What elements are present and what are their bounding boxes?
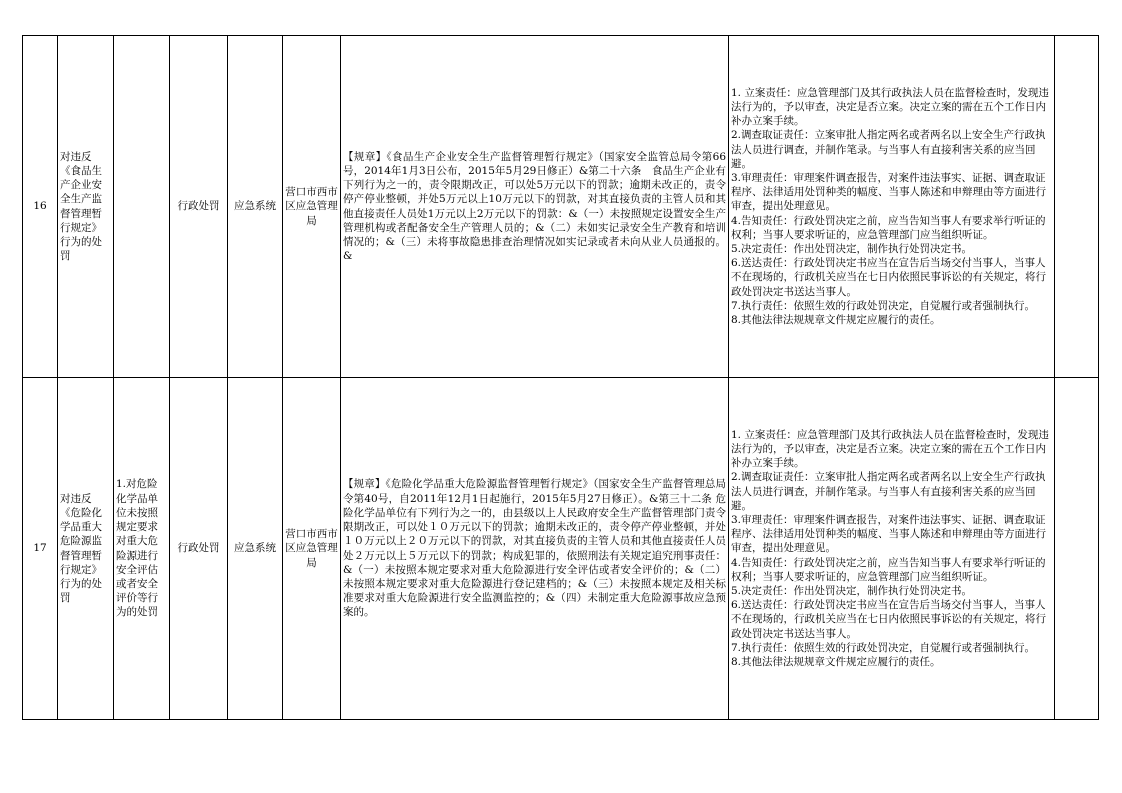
responsibility-item: 7.执行责任：依照生效的行政处罚决定，自觉履行或者强制执行。 <box>731 299 1036 312</box>
sub-item: 1.对危险化学品单位未按照规定要求对重大危险源进行安全评估或者安全评价等行为的处罚 <box>114 378 170 720</box>
implementing-department: 营口市西市区应急管理局 <box>283 378 341 720</box>
responsibility-item: 8.其他法律法规规章文件规定应履行的责任。 <box>731 656 941 669</box>
responsibility-item: 4.告知责任：行政处罚决定之前，应当告知当事人有要求举行听证的权利；当事人要求听证的，应急管理部门应当组织听证。 <box>731 556 1046 583</box>
responsibility-list <box>729 378 1055 720</box>
remark <box>1055 378 1099 720</box>
power-list-table <box>22 35 1099 720</box>
sub-item <box>114 36 170 378</box>
responsibility-item: 2.调查取证责任：立案审批人指定两名或者两名以上安全生产行政执法人员进行调查，并制作笔录。与当事人有直接利害关系的应当回避。 <box>731 129 1046 170</box>
responsibility-item: 6.送达责任：行政处罚决定书应当在宣告后当场交付当事人，当事人不在现场的，行政机关应当在七日内依照民事诉讼的有关规定，将行政处罚决定书送达当事人。 <box>731 599 1046 640</box>
legal-basis: 【规章】《食品生产企业安全生产监督管理暂行规定》（国家安全监管总局令第66号，2014年1月3日公布，2015年5月29日修正）&第二十六条 食品生产企业有下列行为之一的，责令限期改正，可以处5万元以下的罚款；逾期未改正的，责令停产停业整顿，并处5万元以上10万元以下的罚款，对其直接负责的主管人员和其他直接责任人员处1万元以上2万元以下的罚款：&（一）未按照规定设置安全生产管理机构或者配备安全生产管理人员的；&（二）未如实记录安全生产教育和培训情况的；&（三）未将事故隐患排查治理情况如实记录或者未向从业人员通报的。& <box>341 36 729 378</box>
responsibility-item: 3.审理责任：审理案件调查报告，对案件违法事实、证据、调查取证程序、法律适用处罚种类的幅度、当事人陈述和申辩理由等方面进行审查，提出处理意见。 <box>731 513 1046 555</box>
responsibility-item: 1. 立案责任：应急管理部门及其行政执法人员在监督检查时，发现违法行为的，予以审查，决定是否立案。决定立案的需在五个工作日内补办立案手续。 <box>731 428 1049 470</box>
responsibility-item: 7.执行责任：依照生效的行政处罚决定，自觉履行或者强制执行。 <box>731 641 1036 654</box>
item-number: 16 <box>23 36 58 378</box>
implementing-department: 营口市西市区应急管理局 <box>283 36 341 378</box>
item-system: 应急系统 <box>228 378 283 720</box>
responsibility-item: 5.决定责任：作出处罚决定，制作执行处罚决定书。 <box>731 243 973 255</box>
legal-basis: 【规章】《危险化学品重大危险源监督管理暂行规定》（国家安全生产监督管理总局令第40号，自2011年12月1日起施行，2015年5月27日修正）。&第三十二条 危险化学品单位有下列行为之一的，由县级以上人民政府安全生产监督管理部门责令限期改正，可以处１０万元以下的罚款；逾期未改正的，责令停产停业整顿，并处１０万元以上２０万元以下的罚款，对其直接负责的主管人员和其他直接责任人员处２万元以上５万元以下的罚款；构成犯罪的，依照刑法有关规定追究刑事责任：&（一）未按照本规定要求对重大危险源进行安全评估或者安全评价的；&（二）未按照本规定要求对重大危险源进行登记建档的；&（三）未按照本规定及相关标准要求对重大危险源进行安全监测监控的；&（四）未制定重大危险源事故应急预案的。 <box>341 378 729 720</box>
responsibility-item: 8.其他法律法规规章文件规定应履行的责任。 <box>731 314 941 327</box>
responsibility-list <box>729 36 1055 378</box>
responsibility-item: 5.决定责任：作出处罚决定，制作执行处罚决定书。 <box>731 585 973 597</box>
table-row <box>23 378 1099 720</box>
responsibility-item: 4.告知责任：行政处罚决定之前，应当告知当事人有要求举行听证的权利；当事人要求听证的，应急管理部门应当组织听证。 <box>731 214 1046 241</box>
item-name: 对违反《食品生产企业安全生产监督管理暂行规定》行为的处罚 <box>58 36 114 378</box>
item-name: 对违反《危险化学品重大危险源监督管理暂行规定》行为的处罚 <box>58 378 114 720</box>
remark <box>1055 36 1099 378</box>
item-system: 应急系统 <box>228 36 283 378</box>
responsibility-item: 1. 立案责任：应急管理部门及其行政执法人员在监督检查时，发现违法行为的，予以审查，决定是否立案。决定立案的需在五个工作日内补办立案手续。 <box>731 86 1049 128</box>
responsibility-item: 2.调查取证责任：立案审批人指定两名或者两名以上安全生产行政执法人员进行调查，并制作笔录。与当事人有直接利害关系的应当回避。 <box>731 471 1046 512</box>
table-row <box>23 36 1099 378</box>
item-type: 行政处罚 <box>170 378 228 720</box>
responsibility-item: 3.审理责任：审理案件调查报告，对案件违法事实、证据、调查取证程序、法律适用处罚种类的幅度、当事人陈述和申辩理由等方面进行审查，提出处理意见。 <box>731 171 1046 213</box>
item-number: 17 <box>23 378 58 720</box>
responsibility-item: 6.送达责任：行政处罚决定书应当在宣告后当场交付当事人，当事人不在现场的，行政机关应当在七日内依照民事诉讼的有关规定，将行政处罚决定书送达当事人。 <box>731 257 1046 298</box>
item-type: 行政处罚 <box>170 36 228 378</box>
